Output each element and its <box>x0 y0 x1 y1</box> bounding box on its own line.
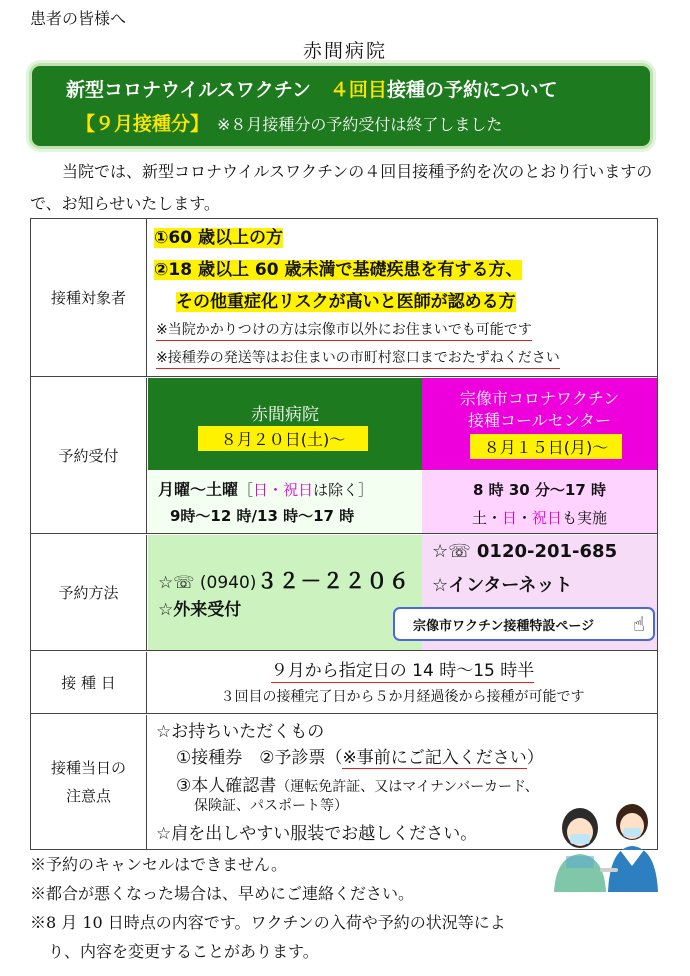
hospital-phone <box>158 565 410 595</box>
hospital-method-cell <box>148 535 422 650</box>
note-3: ※8 月 10 日時点の内容です。ワクチンの入荷や予約の状況等によ <box>30 913 506 932</box>
banner-title-highlight: ４回目 <box>329 79 387 101</box>
callcenter-days <box>422 507 657 528</box>
hospital-reservation-header <box>148 378 422 470</box>
date-sub: ３回目の接種完了日から５か月経過後から接種が可能です <box>220 689 585 705</box>
special-page-label: 宗像市ワクチン接種特設ページ <box>413 618 595 634</box>
title-banner <box>32 66 650 146</box>
hospital-reservation-name: 赤間病院 <box>251 405 319 425</box>
pointing-hand-icon: ☝ <box>632 612 645 636</box>
row-label <box>31 715 147 849</box>
walk-in: ☆外来受付 <box>158 600 242 620</box>
target-cell <box>148 219 657 376</box>
info-table <box>30 218 658 850</box>
notice-items-heading: ☆お持ちいただくもの <box>156 722 325 742</box>
table-row-reservation <box>31 378 657 534</box>
banner-month: 【９月接種分】 <box>76 113 210 135</box>
callcenter-hours-cell <box>422 471 657 533</box>
notice-item-1-close: ） <box>526 748 544 768</box>
exclusion-dot: ・ <box>268 481 284 499</box>
callcenter-days-part: 土・ <box>471 509 502 527</box>
callcenter-holiday: 祝日 <box>532 509 563 527</box>
exclusion-sunday: 日 <box>253 481 269 499</box>
phone-prefix: ☆☏ (0940) <box>158 573 257 593</box>
notice-item-1-underlined: ※事前にご記入ください <box>342 748 527 768</box>
date-main: ９月から指定日の 14 時～15 時半 <box>270 661 535 681</box>
callcenter-sunday: 日 <box>501 509 517 527</box>
hospital-hours-cell <box>148 471 422 533</box>
hospital-hours: 9時～12 時/13 時～17 時 <box>170 507 355 525</box>
target-line-1: ①60 歳以上の方 <box>154 228 283 248</box>
hospital-reservation-date: ８月２０日(土)～ <box>198 426 368 451</box>
special-page-button[interactable] <box>393 607 655 641</box>
banner-note: ※８月接種分の予約受付は終了しました <box>217 115 503 134</box>
target-note-1: ※当院かかりつけの方は宗像市以外にお住まいでも可能です <box>156 319 532 341</box>
target-line-3: その他重症化リスクが高いと医師が認める方 <box>176 292 516 312</box>
callcenter-name <box>422 388 657 432</box>
row-label: 予約方法 <box>31 535 147 650</box>
phone-number: ３２－２２０６ <box>256 569 411 593</box>
hospital-days <box>158 477 373 500</box>
intro-paragraph: 当院では、新型コロナウイルスワクチンの４回目接種予約を次のとおり行いますので、お知らせいたします。 <box>30 162 653 213</box>
notice-label: 接種当日の注意点 <box>50 759 126 805</box>
exclusion-close: は除く］ <box>313 481 374 499</box>
callcenter-name-line-1: 宗像市コロナワクチン <box>459 389 620 408</box>
banner-title <box>66 75 558 102</box>
callcenter-name-line-2: 接種コールセンター <box>467 411 612 430</box>
hospital-days-exclusion <box>238 481 373 499</box>
table-row-date <box>31 652 657 714</box>
internet-method: ☆インターネット <box>432 575 573 596</box>
banner-title-part: 新型コロナウイルスワクチン <box>66 79 330 101</box>
callcenter-reservation-header <box>422 378 657 470</box>
exclusion-bracket: ［ <box>238 481 254 499</box>
notice-clothes: ☆肩を出しやすい服装でお越しください。 <box>156 824 478 844</box>
callcenter-hours: 8 時 30 分～17 時 <box>472 481 607 499</box>
table-row-method <box>31 535 657 651</box>
target-line-2: ②18 歳以上 60 歳未満で基礎疾患を有する方、 <box>154 260 523 280</box>
notice-item-3 <box>176 771 539 796</box>
row-label: 予約受付 <box>31 378 147 533</box>
notice-item-3-text: ③本人確認書 <box>176 776 277 796</box>
notice-item-1-text: ①接種券 ②予診票（ <box>176 748 343 768</box>
hospital-days-text: 月曜～土曜 <box>158 480 239 499</box>
callcenter-dot: ・ <box>516 509 532 527</box>
footer-notes <box>30 850 670 966</box>
notice-item-1 <box>176 743 544 768</box>
callcenter-date: ８月１５日(月)～ <box>470 434 622 459</box>
hospital-name: 赤間病院 <box>302 40 387 62</box>
banner-title-part: 接種の予約について <box>386 79 558 101</box>
exclusion-holiday: 祝日 <box>283 481 314 499</box>
note-3-continued: り、内容を変更することがあります。 <box>48 942 319 961</box>
callcenter-phone: ☆☏ 0120-201-685 <box>432 541 618 562</box>
note-2: ※都合が悪くなった場合は、早めにご連絡ください。 <box>30 884 415 903</box>
banner-subtitle <box>76 109 502 136</box>
salutation: 患者の皆様へ <box>30 9 127 28</box>
row-label: 接 種 日 <box>31 652 147 713</box>
note-1: ※予約のキャンセルはできません。 <box>30 855 287 874</box>
notice-item-3-detail-2: 保険証、パスポート等） <box>194 798 348 814</box>
date-cell <box>148 652 657 713</box>
target-note-2: ※接種券の発送等はお住まいの市町村窓口までおたずねください <box>156 347 560 369</box>
row-label: 接種対象者 <box>31 219 147 376</box>
notice-item-3-detail: （運転免許証、又はマイナンバーカード、 <box>276 779 539 795</box>
table-row-target <box>31 219 657 377</box>
callcenter-days-part: も実施 <box>562 509 608 527</box>
